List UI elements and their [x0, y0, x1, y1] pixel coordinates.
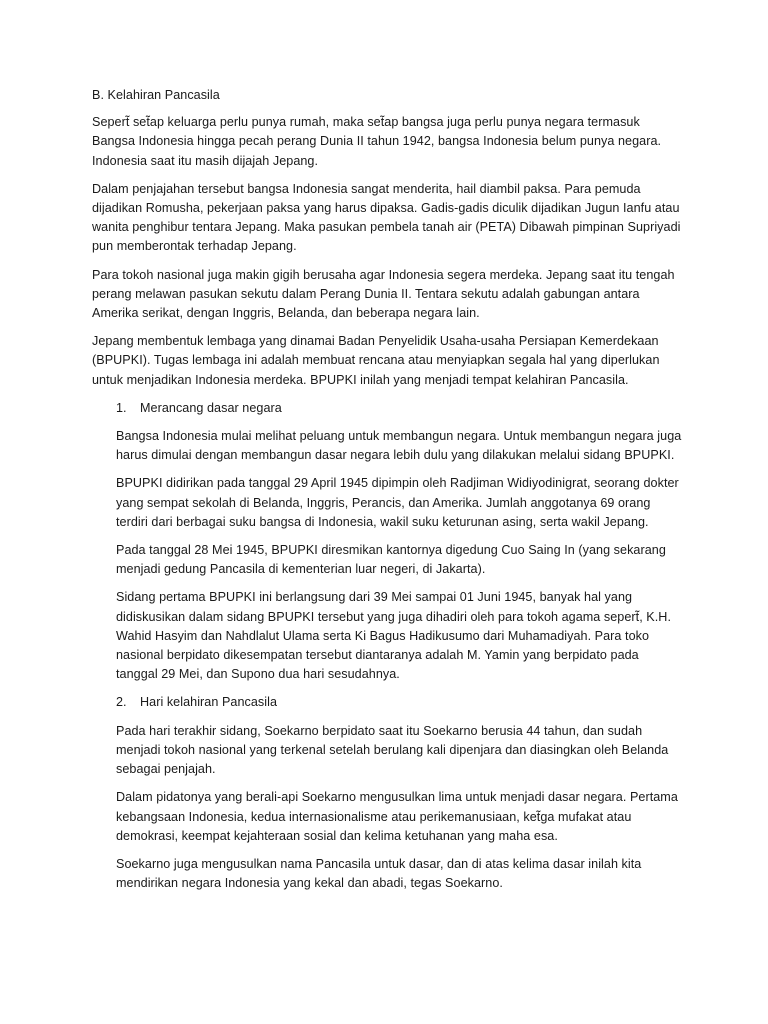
section-2-body: [92, 722, 682, 894]
paragraph: Pada hari terakhir sidang, Soekarno berpidato saat itu Soekarno berusia 44 tahun, dan sudah menjadi tokoh nasional yang terkenal setelah berulang kali dipenjara dan diasingkan oleh Belanda sebagai penjajah.: [116, 723, 669, 777]
paragraph: Sidang pertama BPUPKI ini berlangsung dari 39 Mei sampai 01 Juni 1945, banyak hal yang didiskusikan dalam sidang BPUPKI tersebut yang juga dihadiri oleh para tokoh agama sepert̃, K.H. Wahid Hasyim dan Nahdlalut Ulama serta Ki Bagus Hadikusumo dari Muhamadiyah. Para toko nasional berpidato dikesempatan tersebut diantaranya adalah M. Yamin yang berpidato pada tanggal 29 Mei, dan Supono dua hari sesudahnya.: [116, 590, 671, 682]
paragraph: Sepert̃ set̃ap keluarga perlu punya rumah, maka set̃ap bangsa juga perlu punya negara termasuk Bangsa Indonesia hingga pecah perang Dunia II tahun 1942, bangsa Indonesia belum punya negara. Indonesia saat itu masih dijajah Jepang.: [92, 115, 662, 168]
paragraph: Para tokoh nasional juga makin gigih berusaha agar Indonesia segera merdeka. Jepang saat itu tengah perang melawan pasukan sekutu dalam Perang Dunia II. Tentara sekutu adalah gabungan antara Amerika serikat, dengan Inggris, Belanda, dan beberapa negara lain.: [92, 267, 675, 321]
list-item-title: Merancang dasar negara: [140, 400, 282, 415]
section-1-body: [92, 427, 682, 684]
list-number: 2.: [116, 695, 127, 710]
paragraph: Soekarno juga mengusulkan nama Pancasila untuk dasar, dan di atas kelima dasar inilah kita mendirikan negara Indonesia yang kekal dan abadi, tegas Soekarno.: [116, 856, 642, 891]
list-item-title: Hari kelahiran Pancasila: [140, 695, 278, 710]
paragraph: Bangsa Indonesia mulai melihat peluang untuk membangun negara. Untuk membangun negara juga harus dimulai dengan membangun dasar negara lebih dulu yang dilakukan melalui sidang BPUPKI.: [116, 429, 682, 463]
paragraph: Jepang membentuk lembaga yang dinamai Badan Penyelidik Usaha-usaha Persiapan Kemerdekaan (BPUPKI). Tugas lembaga ini adalah membuat rencana atau menyiapkan segala hal yang diperlukan untuk menjadikan Indonesia merdeka. BPUPKI inilah yang menjadi tempat kelahiran Pancasila.: [92, 334, 660, 387]
paragraph: Dalam pidatonya yang berali-api Soekarno mengusulkan lima untuk menjadi dasar negara. Pertama kebangsaan Indonesia, kedua internasionalisme atau perikemanusiaan, ket̃ga mufakat atau demokrasi, keempat kejahteraan sosial dan kelima ketuhanan yang maha esa.: [116, 790, 678, 843]
paragraph: Dalam penjajahan tersebut bangsa Indonesia sangat menderita, hail diambil paksa. Para pemuda dijadikan Romusha, pekerjaan paksa yang harus dipaksa. Gadis-gadis diculik dijadikan Jugun Ianfu atau wanita penghibur tentara Jepang. Maka pasukan pembela tanah air (PETA) Dibawah pimpinan Supriyadi pun memberontak terhadap Jepang.: [92, 181, 681, 254]
list-number: 1.: [116, 400, 127, 415]
paragraph: BPUPKI didirikan pada tanggal 29 April 1945 dipimpin oleh Radjiman Widiyodinigrat, seorang dokter yang sempat sekolah di Belanda, Inggris, Perancis, dan Amerika. Jumlah anggotanya 69 orang terdiri dari berbagai suku bangsa di Indonesia, wakil suku keturunan asing, serta wakil Jepang.: [116, 476, 679, 529]
numbered-item-2: [92, 693, 682, 712]
document-body: [92, 86, 682, 902]
numbered-item-1: [92, 399, 682, 418]
paragraph: Pada tanggal 28 Mei 1945, BPUPKI diresmikan kantornya digedung Cuo Saing In (yang sekarang menjadi gedung Pancasila di kementerian luar negeri, di Jakarta).: [116, 543, 666, 577]
section-heading: B. Kelahiran Pancasila: [92, 88, 220, 102]
